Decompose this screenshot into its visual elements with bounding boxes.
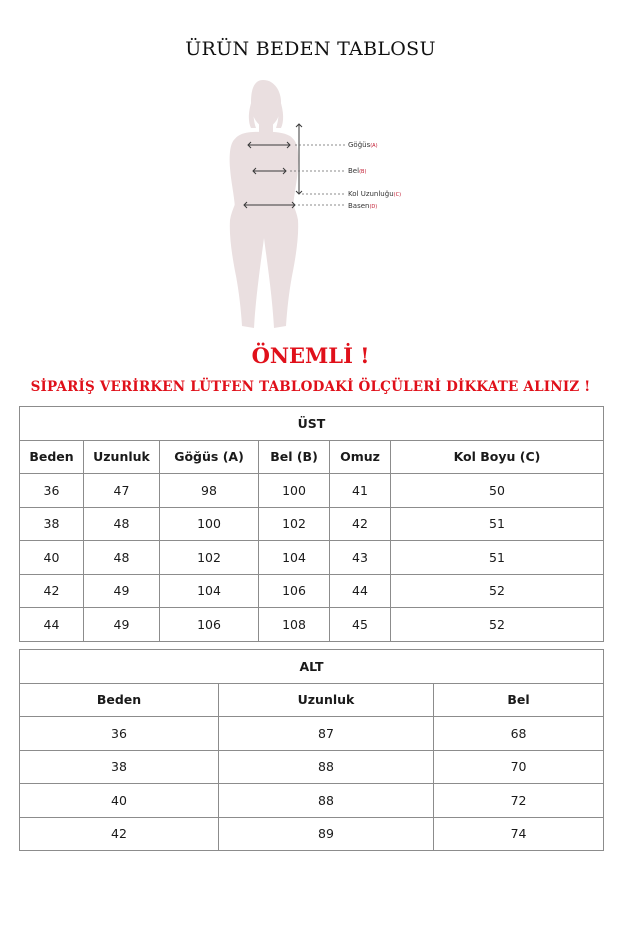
table-cell: 51	[391, 507, 604, 541]
warning-text: SİPARİŞ VERİRKEN LÜTFEN TABLODAKİ ÖLÇÜLERİ DİKKATE ALINIZ !	[30, 379, 591, 395]
upper-section-title: ÜST	[20, 407, 604, 441]
lower-header-row	[20, 683, 604, 717]
table-cell: 40	[20, 541, 84, 575]
column-header: Beden	[20, 683, 219, 717]
table-cell: 52	[391, 608, 604, 642]
lower-size-table	[19, 649, 604, 851]
table-cell: 42	[330, 507, 391, 541]
table-cell: 102	[259, 507, 330, 541]
table-cell: 98	[160, 474, 259, 508]
table-cell: 106	[259, 574, 330, 608]
table-cell: 89	[219, 817, 434, 851]
table-cell: 42	[20, 574, 84, 608]
table-cell: 70	[434, 750, 604, 784]
table-cell: 36	[20, 717, 219, 751]
table-cell: 72	[434, 784, 604, 818]
table-cell: 49	[84, 574, 160, 608]
table-cell: 49	[84, 608, 160, 642]
table-cell: 104	[160, 574, 259, 608]
waist-label: Bel(B)	[348, 167, 367, 175]
table-row	[20, 750, 604, 784]
chest-label: Göğüs(A)	[348, 141, 378, 149]
table-cell: 45	[330, 608, 391, 642]
table-cell: 68	[434, 717, 604, 751]
table-cell: 100	[259, 474, 330, 508]
table-row	[20, 541, 604, 575]
column-header: Göğüs (A)	[160, 440, 259, 474]
table-cell: 108	[259, 608, 330, 642]
column-header: Uzunluk	[84, 440, 160, 474]
table-cell: 38	[20, 750, 219, 784]
table-cell: 52	[391, 574, 604, 608]
table-row	[20, 784, 604, 818]
sleeve-length-label: Kol Uzunluğu(C)	[348, 190, 402, 198]
table-cell: 47	[84, 474, 160, 508]
table-cell: 102	[160, 541, 259, 575]
body-silhouette	[230, 80, 299, 328]
table-cell: 43	[330, 541, 391, 575]
table-cell: 74	[434, 817, 604, 851]
table-row	[20, 474, 604, 508]
body-measurement-figure	[150, 70, 470, 332]
column-header: Bel (B)	[259, 440, 330, 474]
column-header: Omuz	[330, 440, 391, 474]
column-header: Bel	[434, 683, 604, 717]
table-cell: 48	[84, 507, 160, 541]
lower-section-title: ALT	[20, 650, 604, 684]
table-cell: 44	[20, 608, 84, 642]
column-header: Beden	[20, 440, 84, 474]
table-cell: 40	[20, 784, 219, 818]
table-row	[20, 717, 604, 751]
table-cell: 88	[219, 750, 434, 784]
column-header: Uzunluk	[219, 683, 434, 717]
important-heading: ÖNEMLİ !	[251, 343, 370, 368]
table-cell: 42	[20, 817, 219, 851]
upper-size-table	[19, 406, 604, 642]
page-title: ÜRÜN BEDEN TABLOSU	[185, 38, 436, 60]
table-cell: 87	[219, 717, 434, 751]
table-cell: 100	[160, 507, 259, 541]
table-cell: 104	[259, 541, 330, 575]
table-cell: 106	[160, 608, 259, 642]
table-row	[20, 507, 604, 541]
table-row	[20, 817, 604, 851]
table-cell: 88	[219, 784, 434, 818]
upper-header-row	[20, 440, 604, 474]
table-cell: 50	[391, 474, 604, 508]
table-cell: 38	[20, 507, 84, 541]
leader-lines	[290, 145, 346, 205]
table-cell: 44	[330, 574, 391, 608]
table-row	[20, 608, 604, 642]
table-cell: 41	[330, 474, 391, 508]
table-cell: 36	[20, 474, 84, 508]
table-row	[20, 574, 604, 608]
table-cell: 51	[391, 541, 604, 575]
column-header: Kol Boyu (C)	[391, 440, 604, 474]
table-cell: 48	[84, 541, 160, 575]
hip-label: Basen(D)	[348, 202, 378, 210]
